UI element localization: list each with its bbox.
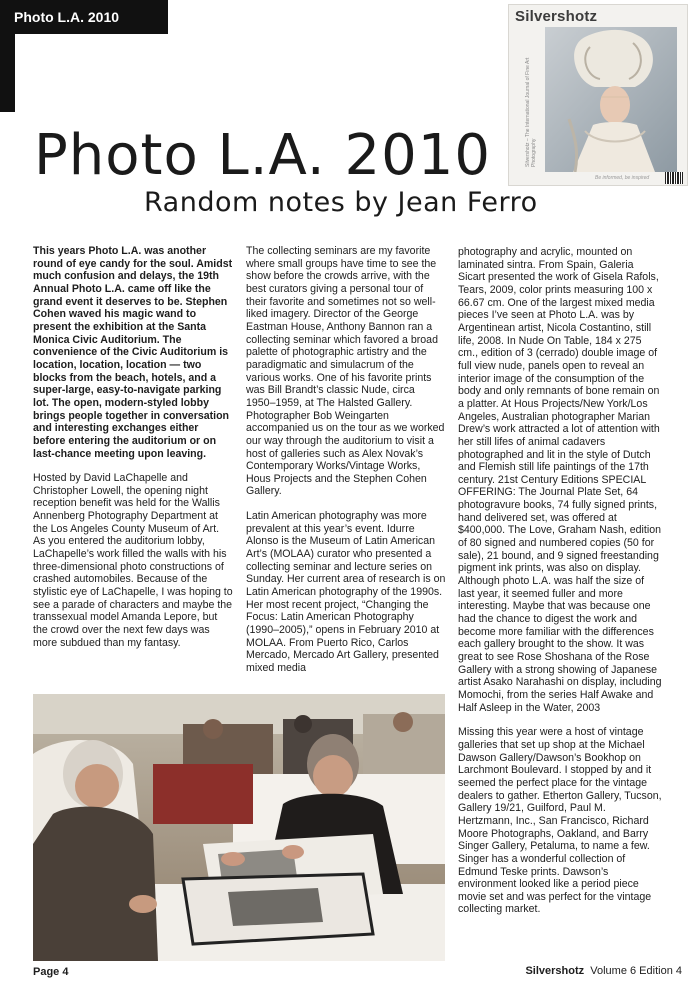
section-header <box>0 0 168 34</box>
article-column-2 <box>246 245 446 687</box>
cover-tagline: Be informed, be inspired <box>595 175 650 181</box>
article-subtitle: Random notes by Jean Ferro <box>144 187 538 218</box>
article-column-3 <box>458 246 662 928</box>
body-paragraph: photography and acrylic, mounted on laminated sintra. From Spain, Galeria Sicart presented the work of Gisela Rafols, Tears, 2009, color prints measuring 100 x 66.67 cm. One of the largest mixed media pieces I’ve seen at Photo L.A. was by Argentinean artist, Nicola Costantino, still life, 2008. In Nude On Table, 184 x 275 cm., edition of 3 (cerrado) double image of full view nude, panels open to reveal an interior image of the consumption of the body and only remnants of bone remain on a platter. At Hous Projects/New York/Los Angeles, Australian photographer Marian Drew’s work attracted a lot of attention with her still lifes of animal cadavers photographed and lit in the style of Dutch and Flemish still life paintings of the 17th century. 21st Century Editions SPECIAL OFFERING: The Journal Plate Set, 64 photogravure books, 74 fully signed prints, hand delivered set, was offered at $400,000. The Love, Graham Nash, edition of 80 signed and numbered copies (50 for sale), 21 bound, and 9 signed freestanding pigment ink prints, was also on display. Although photo L.A. was half the size of last year, it seemed fuller and more interesting. Maybe that was because one had the chance to digest the work and become more familiar with the differences each gallery brought to the show. It was great to see Rose Shoshana of the Rose Gallery with a strong showing of Japanese artist Asako Narahashi on display, including Momochi, from the series Half Awake and Half Asleep in the Water, 2003 <box>458 246 662 714</box>
cover-masthead: Silvershotz <box>515 8 598 25</box>
body-paragraph: Latin American photography was more prevalent at this year’s event. Idurre Alonso is the Museum of Latin American Art’s (MOLAA) curator who presented a collecting seminar and lecture series on Sunday. Her current area of research is on Latin American photography of the 1990s. Her most recent project, “Changing the Focus: Latin American Photography (1990–2005),” opens in February 2010 at MOLAA. From Puerto Rico, Carlos Mercado, Mercado Art Gallery, presented mixed media <box>246 510 446 674</box>
footer-magazine-name: Silvershotz <box>525 965 585 977</box>
magazine-cover <box>508 4 688 186</box>
section-label: Photo L.A. 2010 <box>14 9 120 25</box>
lede-paragraph: This years Photo L.A. was another round of eye candy for the soul. Amidst much confusion and delays, the 19th Annual Photo L.A. came off like the grand event it deserves to be. Stephen Cohen waved his magic wand to present the exhibition at the Santa Monica Civic Auditorium. The convenience of the Civic Auditorium is location, location, location — two blocks from the beach, hotels, and a super-large, easy-to-navigate parking lot. The open, modern-styled lobby brings people together in conversation and interesting exchanges either before entering the auditorium or on last-chance meeting upon leaving. <box>33 245 233 460</box>
seminar-photo <box>33 694 445 961</box>
footer-edition: Volume 6 Edition 4 <box>590 965 682 977</box>
cover-spine-text: Silvershotz – The International Journal of Fine Art Photography <box>525 57 537 167</box>
cover-portrait-image <box>545 27 677 172</box>
page-number: Page 4 <box>33 966 69 978</box>
footer-magazine-info <box>525 965 682 977</box>
article-title: Photo L.A. 2010 <box>34 123 491 188</box>
body-paragraph: The collecting seminars are my favorite where small groups have time to see the show before the crowds arrive, with the best curators giving a personal tour of their favorite and sometimes not so well-liked imagery. Director of the George Eastman House, Anthony Bannon ran a collecting seminar which favored a broad palette of photographic artistry and the paradigmatic and simulacrum of the various works. One of his favorite prints was Bill Brandt’s classic Nude, circa 1950–1959, at The Halsted Gallery. Photographer Bob Weingarten accompanied us on the tour as we worked our way through the auditorium to visit a host of galleries such as Alex Novak’s Contemporary Works/Vintage Works, Hous Projects and the Stephen Cohen Gallery. <box>246 245 445 498</box>
left-accent-bar <box>0 34 15 112</box>
barcode-icon <box>665 172 683 184</box>
article-column-1 <box>33 245 233 661</box>
body-paragraph: Missing this year were a host of vintage galleries that set up shop at the Michael Dawson Gallery/Dawson’s Bookhop on Larchmont Boulevard. I stopped by and it seemed the perfect place for the vintage dealers to gather. Etherton Gallery, Tucson, Gallery 19/21, Guilford, Paul M. Hertzmann, Inc., San Francisco, Richard Moore Photographs, Oakland, and Barry Singer Gallery, Petaluma, to name a few. Singer has a wonderful collection of Edmund Teske prints. Dawson’s environment looked like a period piece movie set and was perfect for the vintage collecting market. <box>458 726 662 916</box>
body-paragraph: Hosted by David LaChapelle and Christopher Lowell, the opening night reception benefit was held for the Wallis Annenberg Photography Department at the Los Angeles County Museum of Art. As you entered the auditorium lobby, LaChapelle’s work filled the walls with his three-dimensional photo constructions of crashed automobiles. Because of the stylistic eye of LaChapelle, I was hoping to see a parade of characters and maybe the transsexual model Amanda Lepore, but the crowd over the next few days was more subdued than my fantasy. <box>33 472 233 649</box>
